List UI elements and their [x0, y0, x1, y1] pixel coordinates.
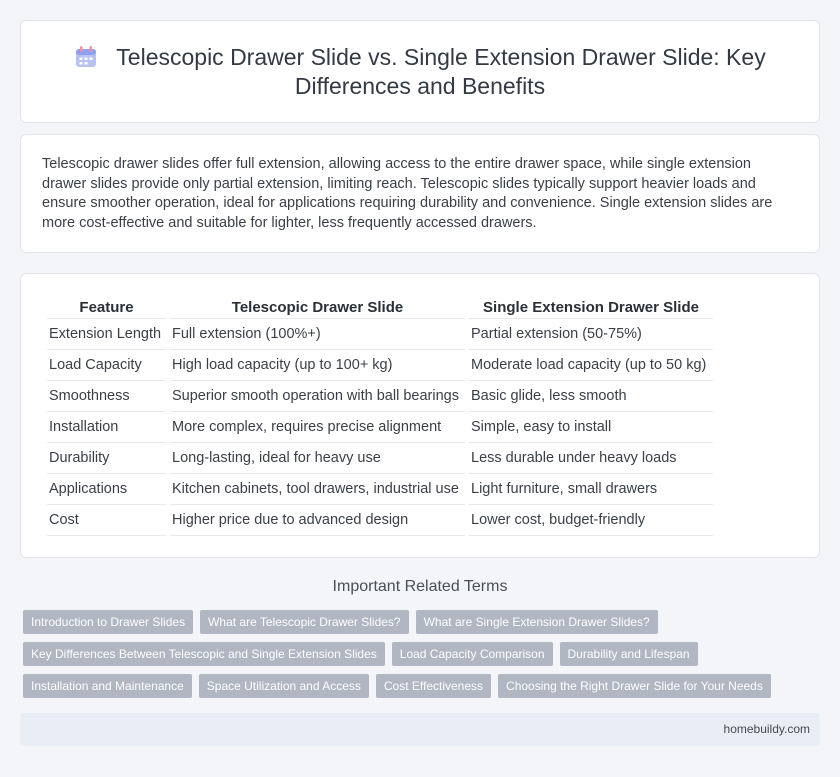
- single-extension-cell: Simple, easy to install: [469, 412, 713, 443]
- table-row: [47, 412, 713, 443]
- tag-row: [23, 642, 813, 666]
- table-row: [47, 443, 713, 474]
- feature-cell: Applications: [47, 474, 166, 505]
- header-telescopic: Telescopic Drawer Slide: [170, 296, 465, 319]
- single-extension-cell: Light furniture, small drawers: [469, 474, 713, 505]
- feature-cell: Load Capacity: [47, 350, 166, 381]
- tag-row: [23, 674, 813, 698]
- tag-introduction-to-drawer-slides[interactable]: Introduction to Drawer Slides: [23, 610, 193, 634]
- title-card: [20, 20, 820, 123]
- tag-load-capacity-comparison[interactable]: Load Capacity Comparison: [392, 642, 553, 666]
- tag-space-utilization-and-access[interactable]: Space Utilization and Access: [199, 674, 369, 698]
- footer-site-link[interactable]: homebuildy.com: [723, 722, 810, 736]
- footer: [20, 713, 820, 746]
- tag-row: [23, 610, 813, 634]
- telescopic-cell: More complex, requires precise alignment: [170, 412, 465, 443]
- comparison-card: [20, 273, 820, 558]
- tag-what-are-single-extension-drawer-slides[interactable]: What are Single Extension Drawer Slides?: [416, 610, 658, 634]
- tag-cost-effectiveness[interactable]: Cost Effectiveness: [376, 674, 491, 698]
- table-row: [47, 350, 713, 381]
- feature-cell: Cost: [47, 505, 166, 536]
- summary-text: Telescopic drawer slides offer full extension, allowing access to the entire drawer space, while single extension drawer slides provide only partial extension, limiting reach. Telescopic slides typically support heavier loads and ensure smoother operation, ideal for applications requiring durability and convenience. Single extension slides are more cost-effective and suitable for lighter, less frequently accessed drawers.: [42, 156, 773, 231]
- summary-card: [20, 134, 820, 253]
- table-row: [47, 505, 713, 536]
- tag-what-are-telescopic-drawer-slides[interactable]: What are Telescopic Drawer Slides?: [200, 610, 409, 634]
- comparison-table: [43, 296, 717, 536]
- header-single-extension: Single Extension Drawer Slide: [469, 296, 713, 319]
- page-title: [61, 43, 779, 101]
- table-row: [47, 474, 713, 505]
- single-extension-cell: Partial extension (50-75%): [469, 319, 713, 350]
- table-header-row: [47, 296, 713, 319]
- related-terms-tags: [23, 610, 813, 706]
- telescopic-cell: Superior smooth operation with ball bearings: [170, 381, 465, 412]
- single-extension-cell: Lower cost, budget-friendly: [469, 505, 713, 536]
- telescopic-cell: Kitchen cabinets, tool drawers, industrial use: [170, 474, 465, 505]
- feature-cell: Extension Length: [47, 319, 166, 350]
- feature-cell: Smoothness: [47, 381, 166, 412]
- tag-key-differences[interactable]: Key Differences Between Telescopic and Single Extension Slides: [23, 642, 385, 666]
- single-extension-cell: Less durable under heavy loads: [469, 443, 713, 474]
- page-title-text: Telescopic Drawer Slide vs. Single Extension Drawer Slide: Key Differences and Benefits: [116, 44, 766, 99]
- single-extension-cell: Basic glide, less smooth: [469, 381, 713, 412]
- telescopic-cell: Long-lasting, ideal for heavy use: [170, 443, 465, 474]
- single-extension-cell: Moderate load capacity (up to 50 kg): [469, 350, 713, 381]
- telescopic-cell: High load capacity (up to 100+ kg): [170, 350, 465, 381]
- table-row: [47, 381, 713, 412]
- related-terms-title: Important Related Terms: [332, 578, 508, 595]
- tag-durability-and-lifespan[interactable]: Durability and Lifespan: [560, 642, 698, 666]
- tag-installation-and-maintenance[interactable]: Installation and Maintenance: [23, 674, 192, 698]
- calendar-icon: [74, 45, 98, 69]
- feature-cell: Installation: [47, 412, 166, 443]
- telescopic-cell: Higher price due to advanced design: [170, 505, 465, 536]
- header-feature: Feature: [47, 296, 166, 319]
- tag-choosing-the-right-drawer-slide[interactable]: Choosing the Right Drawer Slide for Your Needs: [498, 674, 771, 698]
- table-row: [47, 319, 713, 350]
- telescopic-cell: Full extension (100%+): [170, 319, 465, 350]
- feature-cell: Durability: [47, 443, 166, 474]
